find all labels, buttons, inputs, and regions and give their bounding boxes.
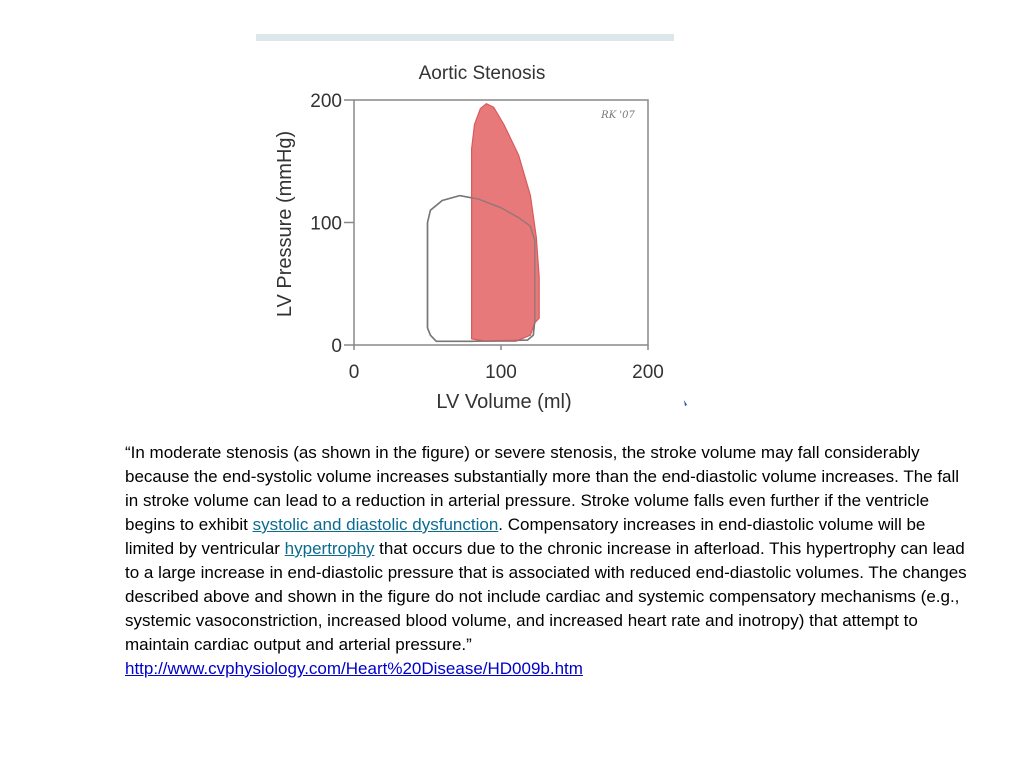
author-signature: RK '07 bbox=[601, 110, 635, 121]
systolic-diastolic-dysfunction-link[interactable]: systolic and diastolic dysfunction bbox=[252, 515, 499, 534]
y-tick-label-0: 0 bbox=[331, 336, 342, 357]
y-tick-label-200: 200 bbox=[310, 91, 342, 112]
pv-loop-chart bbox=[256, 34, 696, 414]
aortic-stenosis-figure bbox=[256, 34, 696, 414]
pv-loop-aortic-stenosis bbox=[472, 104, 540, 342]
quote-paragraph bbox=[125, 441, 975, 681]
y-axis-title: LV Pressure (mmHg) bbox=[274, 130, 296, 318]
chart-title: Aortic Stenosis bbox=[418, 63, 546, 84]
quote-text-1: “In moderate stenosis (as shown in the figure) or severe stenosis, the stroke volume may fall considerably because the end-systolic volume increases substantially more than the end-diastolic volume increases. The fall in stroke volume can lead to a reduction in arterial pressure. Stroke volume falls even further if the ventricle begins to exhibit bbox=[125, 443, 960, 534]
figure-top-band bbox=[256, 34, 674, 41]
x-axis-title: LV Volume (ml) bbox=[436, 391, 572, 413]
x-tick-label-0: 0 bbox=[348, 362, 360, 383]
quote-text-3: that occurs due to the chronic increase in afterload. This hypertrophy can lead to a large increase in end-diastolic pressure that is associated with reduced end-diastolic volumes. The changes described above and shown in the figure do not include cardiac and systemic compensatory mechanisms (e.g., systemic vasoconstriction, increased blood volume, and increased heart rate and inotropy) that attempt to maintain cardiac output and arterial pressure.” bbox=[125, 539, 967, 654]
hypertrophy-link[interactable]: hypertrophy bbox=[284, 539, 375, 558]
source-url-link[interactable]: http://www.cvphysiology.com/Heart%20Disease/HD009b.htm bbox=[125, 659, 583, 678]
corner-marker-icon bbox=[684, 400, 687, 406]
y-tick-label-100: 100 bbox=[310, 213, 342, 235]
x-tick-label-100: 100 bbox=[485, 362, 517, 383]
quote-text-2: . Compensatory increases in end-diastolic volume will be limited by ventricular bbox=[125, 515, 926, 558]
x-tick-label-200: 200 bbox=[632, 362, 664, 383]
